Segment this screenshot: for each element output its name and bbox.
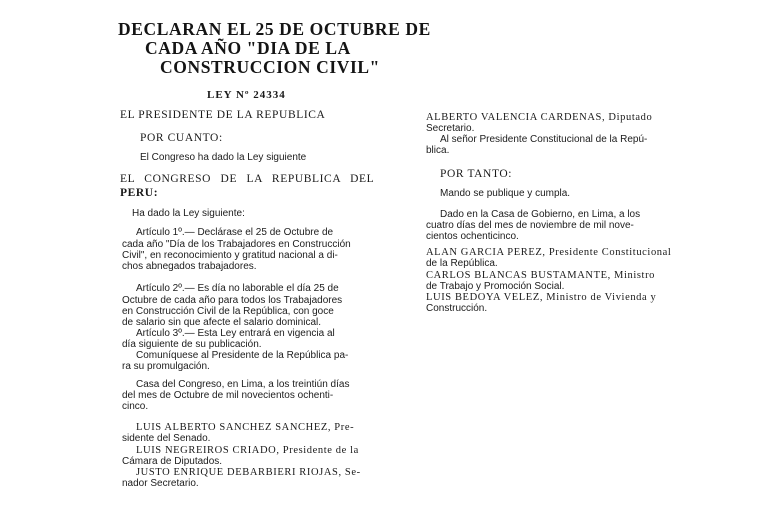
article-2-line: de salario sin que afecte el salario dominical. — [122, 317, 321, 328]
casa-line: del mes de Octubre de mil novecientos ochenti- — [122, 390, 334, 401]
article-1-line: cada año "Día de los Trabajadores en Construcción — [122, 239, 351, 250]
dado-line: cuatro días del mes de noviembre de mil nove- — [426, 220, 634, 231]
valencia-line: Al señor Presidente Constitucional de la Repú- — [440, 134, 648, 145]
article-2-line: Octubre de cada año para todos los Trabajadores — [122, 295, 343, 306]
title-line-3: CONSTRUCCION CIVIL" — [160, 57, 380, 77]
title-line-1: DECLARAN EL 25 DE OCTUBRE DE — [118, 19, 431, 39]
por-cuanto: POR CUANTO: — [140, 132, 223, 144]
article-2-line: en Construcción Civil de la República, con goce — [122, 306, 334, 317]
valencia-line: Secretario. — [426, 123, 475, 134]
casa-line: cinco. — [122, 401, 149, 412]
article-3-line: día siguiente de su publicación. — [122, 339, 262, 350]
valencia-line: ALBERTO VALENCIA CARDENAS, Diputado — [426, 112, 653, 123]
article-3-line: Artículo 3º.— Esta Ley entrará en vigencia al — [136, 328, 335, 339]
comuniquese-line: Comuníquese al Presidente de la República pa- — [136, 350, 349, 361]
article-1-line: chos abnegados trabajadores. — [122, 261, 257, 272]
valencia-line: blica. — [426, 145, 450, 156]
president-heading: EL PRESIDENTE DE LA REPUBLICA — [120, 109, 326, 121]
signature-line: LUIS NEGREIROS CRIADO, Presidente de la — [136, 445, 359, 456]
signature-line: de Trabajo y Promoción Social. — [426, 281, 565, 292]
congress-heading-1: EL CONGRESO DE LA REPUBLICA DEL — [120, 173, 375, 185]
ha-dado-line: Ha dado la Ley siguiente: — [132, 208, 245, 219]
mando-line: Mando se publique y cumpla. — [440, 188, 571, 199]
article-2-line: Artículo 2º.— Es día no laborable el día 25 de — [136, 283, 339, 294]
signature-line: CARLOS BLANCAS BUSTAMANTE, Ministro — [426, 270, 656, 281]
signature-line: LUIS BEDOYA VELEZ, Ministro de Vivienda y — [426, 292, 657, 303]
article-1-line: Artículo 1º.— Declárase el 25 de Octubre de — [136, 227, 334, 238]
signature-line: nador Secretario. — [122, 478, 199, 489]
signature-line: ALAN GARCIA PEREZ, Presidente Constitucional — [426, 247, 672, 258]
article-1-line: Civil", en reconocimiento y gratitud nacional a di- — [122, 250, 338, 261]
dado-line: Dado en la Casa de Gobierno, en Lima, a los — [440, 209, 641, 220]
congress-heading-2: PERU: — [120, 187, 159, 199]
por-tanto: POR TANTO: — [440, 168, 513, 180]
dado-line: cientos ochenticinco. — [426, 231, 519, 242]
law-number: LEY Nº 24334 — [207, 89, 286, 101]
signature-line: Cámara de Diputados. — [122, 456, 223, 467]
congress-line: El Congreso ha dado la Ley siguiente — [140, 152, 307, 163]
casa-line: Casa del Congreso, en Lima, a los treintiún días — [136, 379, 350, 390]
comuniquese-line: ra su promulgación. — [122, 361, 210, 372]
title-line-2: CADA AÑO "DIA DE LA — [145, 38, 351, 58]
signature-line: JUSTO ENRIQUE DEBARBIERI RIOJAS, Se- — [136, 467, 361, 478]
signature-line: LUIS ALBERTO SANCHEZ SANCHEZ, Pre- — [136, 422, 355, 433]
signature-line: Construcción. — [426, 303, 488, 314]
signature-line: de la República. — [426, 258, 498, 269]
signature-line: sidente del Senado. — [122, 433, 211, 444]
